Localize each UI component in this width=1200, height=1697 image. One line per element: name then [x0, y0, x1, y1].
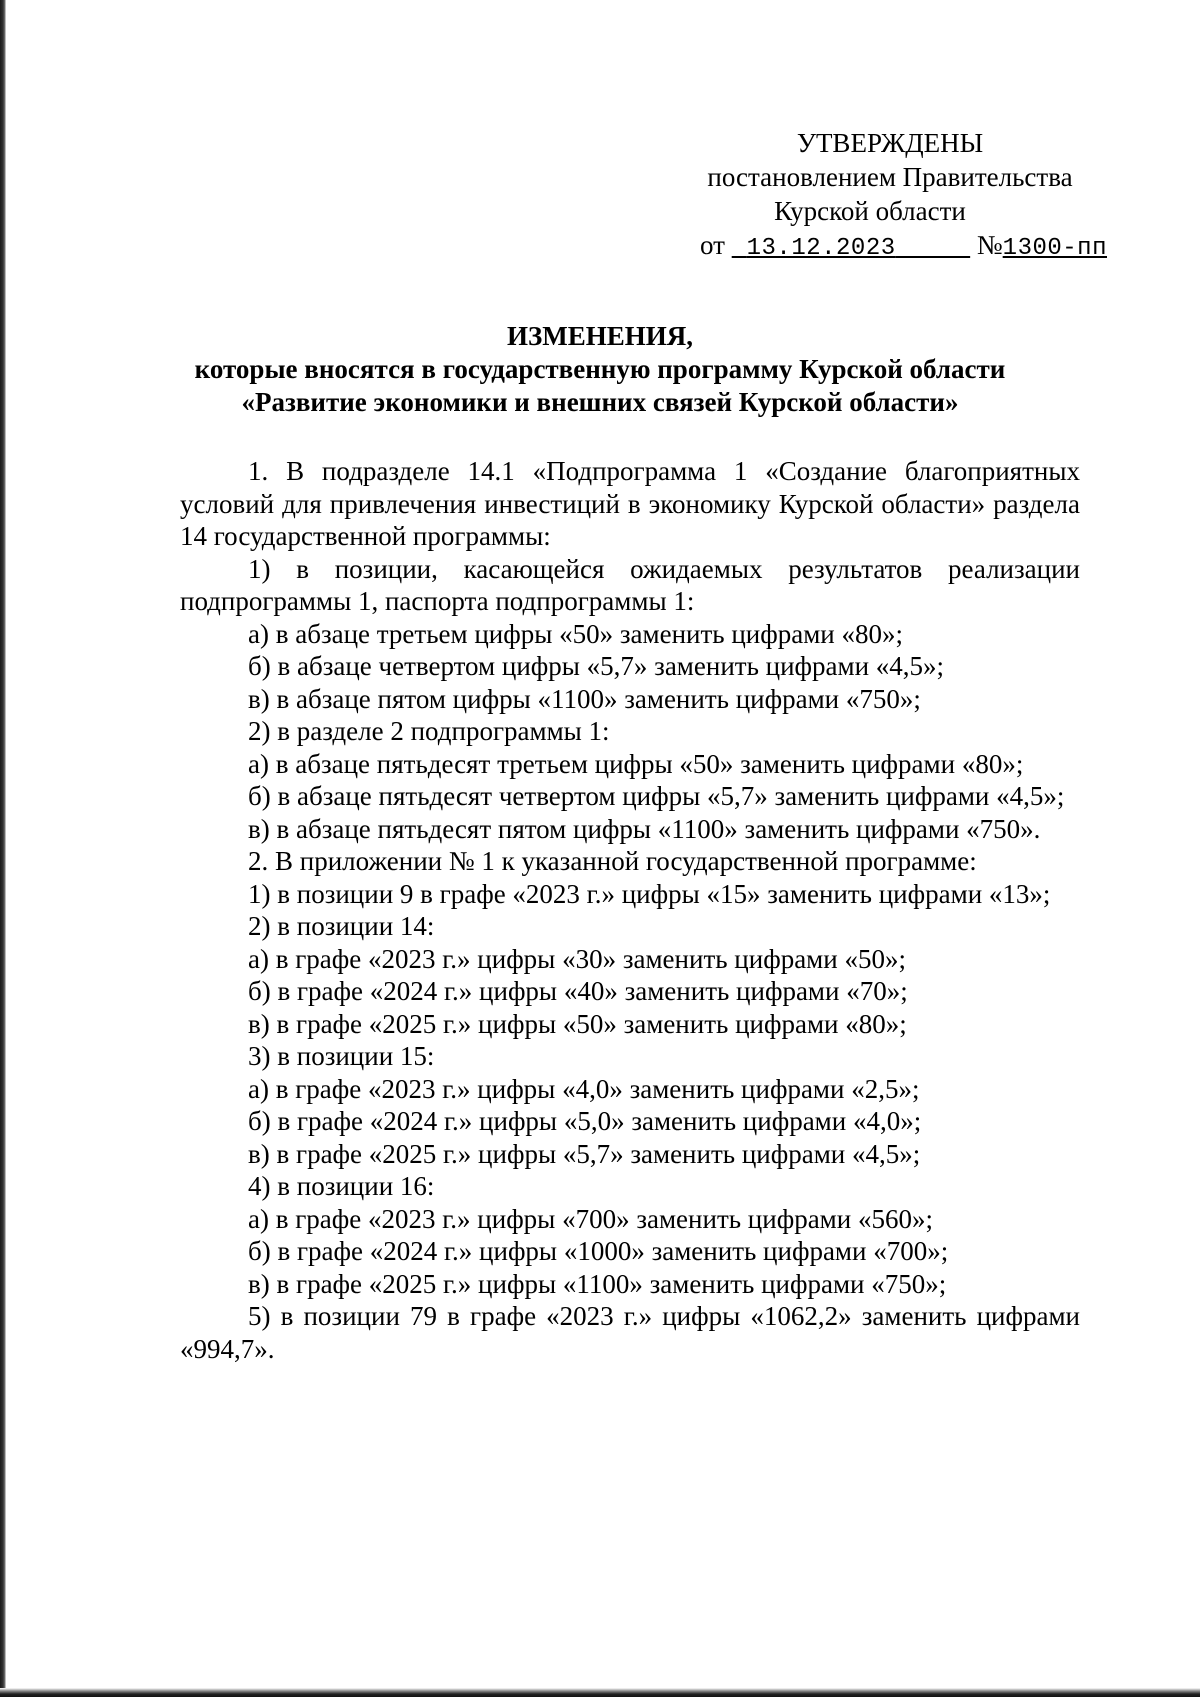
paragraph: 1) в позиции 9 в графе «2023 г.» цифры «15» заменить цифрами «13»; [248, 878, 1051, 909]
heading-line-2: которые вносятся в государственную программу Курской области [194, 354, 1006, 384]
paragraph: а) в абзаце третьем цифры «50» заменить цифрами «80»; [248, 618, 904, 649]
paragraph: а) в графе «2023 г.» цифры «30» заменить цифрами «50»; [248, 943, 906, 974]
paragraph: в) в абзаце пятьдесят пятом цифры «1100» заменить цифрами «750». [248, 813, 1041, 844]
approval-line-3: Курской области [774, 196, 966, 226]
paragraph: б) в графе «2024 г.» цифры «40» заменить цифрами «70»; [248, 976, 908, 1006]
approval-date-row [700, 228, 1107, 266]
approval-stamp-block [690, 126, 1107, 266]
paragraph: в) в графе «2025 г.» цифры «5,7» заменить цифрами «4,5»; [248, 1138, 921, 1169]
paragraph: 2) в позиции 14: [248, 911, 435, 941]
paragraph: а) в абзаце пятьдесят третьем цифры «50» заменить цифрами «80»; [248, 748, 1024, 779]
paragraph: в) в графе «2025 г.» цифры «1100» заменить цифрами «750»; [248, 1268, 947, 1299]
paragraph: 2) в разделе 2 подпрограммы 1: [248, 716, 610, 746]
paragraph: а) в графе «2023 г.» цифры «4,0» заменить цифрами «2,5»; [248, 1073, 920, 1104]
heading-title: ИЗМЕНЕНИЯ, [506, 321, 693, 351]
paragraph: а) в графе «2023 г.» цифры «700» заменить цифрами «560»; [248, 1203, 933, 1234]
paragraph: 5) в позиции 79 в графе «2023 г.» цифры «1062,2» заменить цифрами «994,7». [180, 1301, 1080, 1364]
paragraph: 4) в позиции 16: [248, 1171, 435, 1201]
paragraph: б) в абзаце пятьдесят четвертом цифры «5,7» заменить цифрами «4,5»; [248, 781, 1065, 811]
heading-line-3: «Развитие экономики и внешних связей Курской области» [241, 387, 959, 417]
paragraph: 1. В подразделе 14.1 «Подпрограмма 1 «Создание благоприятных условий для привлечения инвестиций в экономику Курской области» раздела 14 государственной программы: [180, 456, 1080, 551]
paragraph: 3) в позиции 15: [248, 1041, 435, 1071]
paragraph: б) в абзаце четвертом цифры «5,7» заменить цифрами «4,5»; [248, 651, 945, 681]
approval-date: 13.12.2023 [746, 235, 896, 262]
document-body [180, 455, 1080, 1365]
paragraph: б) в графе «2024 г.» цифры «1000» заменить цифрами «700»; [248, 1236, 949, 1266]
approval-title: УТВЕРЖДЕНЫ [796, 128, 984, 158]
scan-edge-left [0, 0, 6, 1697]
scan-edge-bottom [0, 1688, 1200, 1697]
paragraph: в) в графе «2025 г.» цифры «50» заменить цифрами «80»; [248, 1008, 907, 1039]
number-prefix: № [976, 230, 1003, 260]
approval-number: 1300-пп [1002, 235, 1107, 262]
date-prefix: от [700, 230, 725, 260]
paragraph: 1) в позиции, касающейся ожидаемых результатов реализации подпрограммы 1, паспорта подпрограммы 1: [180, 553, 1080, 616]
approval-line-2: постановлением Правительства [707, 162, 1073, 192]
paragraph: 2. В приложении № 1 к указанной государственной программе: [248, 846, 977, 876]
paragraph: в) в абзаце пятом цифры «1100» заменить цифрами «750»; [248, 683, 921, 714]
paragraph: б) в графе «2024 г.» цифры «5,0» заменить цифрами «4,0»; [248, 1106, 922, 1136]
document-heading [150, 320, 1050, 419]
